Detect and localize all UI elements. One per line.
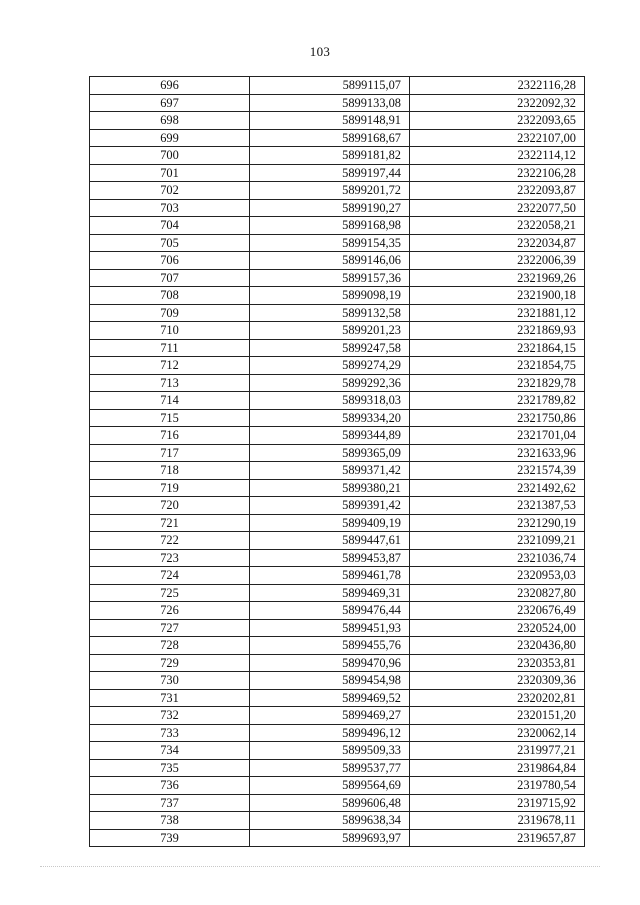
point-number-cell: 713 [90, 374, 250, 392]
point-number-cell: 705 [90, 234, 250, 252]
table-row [90, 129, 585, 147]
point-number-cell: 719 [90, 479, 250, 497]
point-number-cell: 739 [90, 829, 250, 847]
point-number-cell: 709 [90, 304, 250, 322]
x-coordinate-cell: 5899638,34 [250, 812, 410, 830]
y-coordinate-cell: 2321492,62 [410, 479, 585, 497]
point-number-cell: 716 [90, 427, 250, 445]
table-row [90, 147, 585, 165]
point-number-cell: 722 [90, 532, 250, 550]
y-coordinate-cell: 2321864,15 [410, 339, 585, 357]
point-number-cell: 730 [90, 672, 250, 690]
point-number-cell: 696 [90, 77, 250, 95]
table-row [90, 479, 585, 497]
table-row [90, 199, 585, 217]
table-row [90, 672, 585, 690]
y-coordinate-cell: 2321574,39 [410, 462, 585, 480]
point-number-cell: 729 [90, 654, 250, 672]
y-coordinate-cell: 2321633,96 [410, 444, 585, 462]
x-coordinate-cell: 5899344,89 [250, 427, 410, 445]
y-coordinate-cell: 2322107,00 [410, 129, 585, 147]
x-coordinate-cell: 5899292,36 [250, 374, 410, 392]
x-coordinate-cell: 5899148,91 [250, 112, 410, 130]
y-coordinate-cell: 2321701,04 [410, 427, 585, 445]
x-coordinate-cell: 5899318,03 [250, 392, 410, 410]
y-coordinate-cell: 2321750,86 [410, 409, 585, 427]
point-number-cell: 735 [90, 759, 250, 777]
table-row [90, 217, 585, 235]
y-coordinate-cell: 2319678,11 [410, 812, 585, 830]
point-number-cell: 733 [90, 724, 250, 742]
x-coordinate-cell: 5899133,08 [250, 94, 410, 112]
point-number-cell: 727 [90, 619, 250, 637]
x-coordinate-cell: 5899201,23 [250, 322, 410, 340]
table-row [90, 742, 585, 760]
point-number-cell: 725 [90, 584, 250, 602]
point-number-cell: 699 [90, 129, 250, 147]
point-number-cell: 703 [90, 199, 250, 217]
table-row [90, 269, 585, 287]
x-coordinate-cell: 5899509,33 [250, 742, 410, 760]
table-row [90, 304, 585, 322]
point-number-cell: 736 [90, 777, 250, 795]
point-number-cell: 702 [90, 182, 250, 200]
y-coordinate-cell: 2321829,78 [410, 374, 585, 392]
x-coordinate-cell: 5899247,58 [250, 339, 410, 357]
scan-artifact-line [40, 866, 600, 869]
table-row [90, 567, 585, 585]
y-coordinate-cell: 2322093,87 [410, 182, 585, 200]
table-row [90, 392, 585, 410]
point-number-cell: 718 [90, 462, 250, 480]
x-coordinate-cell: 5899496,12 [250, 724, 410, 742]
y-coordinate-cell: 2322058,21 [410, 217, 585, 235]
table-row [90, 77, 585, 95]
x-coordinate-cell: 5899451,93 [250, 619, 410, 637]
table-row [90, 444, 585, 462]
y-coordinate-cell: 2321290,19 [410, 514, 585, 532]
y-coordinate-cell: 2322106,28 [410, 164, 585, 182]
table-row [90, 374, 585, 392]
x-coordinate-cell: 5899454,98 [250, 672, 410, 690]
x-coordinate-cell: 5899157,36 [250, 269, 410, 287]
y-coordinate-cell: 2320953,03 [410, 567, 585, 585]
y-coordinate-cell: 2322034,87 [410, 234, 585, 252]
x-coordinate-cell: 5899365,09 [250, 444, 410, 462]
table-row [90, 462, 585, 480]
x-coordinate-cell: 5899098,19 [250, 287, 410, 305]
x-coordinate-cell: 5899168,98 [250, 217, 410, 235]
table-row [90, 112, 585, 130]
table-row [90, 602, 585, 620]
table-row [90, 829, 585, 847]
y-coordinate-cell: 2319780,54 [410, 777, 585, 795]
table-row [90, 759, 585, 777]
x-coordinate-cell: 5899371,42 [250, 462, 410, 480]
point-number-cell: 717 [90, 444, 250, 462]
x-coordinate-cell: 5899564,69 [250, 777, 410, 795]
x-coordinate-cell: 5899146,06 [250, 252, 410, 270]
y-coordinate-cell: 2319657,87 [410, 829, 585, 847]
point-number-cell: 723 [90, 549, 250, 567]
x-coordinate-cell: 5899391,42 [250, 497, 410, 515]
x-coordinate-cell: 5899693,97 [250, 829, 410, 847]
table-row [90, 252, 585, 270]
x-coordinate-cell: 5899197,44 [250, 164, 410, 182]
point-number-cell: 708 [90, 287, 250, 305]
table-row [90, 94, 585, 112]
x-coordinate-cell: 5899380,21 [250, 479, 410, 497]
point-number-cell: 714 [90, 392, 250, 410]
x-coordinate-cell: 5899168,67 [250, 129, 410, 147]
y-coordinate-cell: 2320353,81 [410, 654, 585, 672]
x-coordinate-cell: 5899453,87 [250, 549, 410, 567]
x-coordinate-cell: 5899409,19 [250, 514, 410, 532]
y-coordinate-cell: 2320436,80 [410, 637, 585, 655]
point-number-cell: 698 [90, 112, 250, 130]
y-coordinate-cell: 2319864,84 [410, 759, 585, 777]
x-coordinate-cell: 5899461,78 [250, 567, 410, 585]
table-row [90, 164, 585, 182]
table-row [90, 322, 585, 340]
y-coordinate-cell: 2322093,65 [410, 112, 585, 130]
y-coordinate-cell: 2320309,36 [410, 672, 585, 690]
y-coordinate-cell: 2321869,93 [410, 322, 585, 340]
x-coordinate-cell: 5899154,35 [250, 234, 410, 252]
x-coordinate-cell: 5899447,61 [250, 532, 410, 550]
point-number-cell: 704 [90, 217, 250, 235]
x-coordinate-cell: 5899469,27 [250, 707, 410, 725]
x-coordinate-cell: 5899469,31 [250, 584, 410, 602]
point-number-cell: 720 [90, 497, 250, 515]
coordinates-table-container [89, 76, 584, 847]
x-coordinate-cell: 5899334,20 [250, 409, 410, 427]
y-coordinate-cell: 2321900,18 [410, 287, 585, 305]
table-row [90, 427, 585, 445]
table-row [90, 777, 585, 795]
y-coordinate-cell: 2321854,75 [410, 357, 585, 375]
x-coordinate-cell: 5899274,29 [250, 357, 410, 375]
table-row [90, 654, 585, 672]
table-row [90, 339, 585, 357]
y-coordinate-cell: 2322077,50 [410, 199, 585, 217]
x-coordinate-cell: 5899606,48 [250, 794, 410, 812]
point-number-cell: 728 [90, 637, 250, 655]
y-coordinate-cell: 2322114,12 [410, 147, 585, 165]
point-number-cell: 737 [90, 794, 250, 812]
x-coordinate-cell: 5899132,58 [250, 304, 410, 322]
table-row [90, 409, 585, 427]
table-row [90, 287, 585, 305]
x-coordinate-cell: 5899201,72 [250, 182, 410, 200]
x-coordinate-cell: 5899190,27 [250, 199, 410, 217]
y-coordinate-cell: 2320151,20 [410, 707, 585, 725]
table-row [90, 637, 585, 655]
point-number-cell: 734 [90, 742, 250, 760]
y-coordinate-cell: 2321881,12 [410, 304, 585, 322]
point-number-cell: 726 [90, 602, 250, 620]
point-number-cell: 732 [90, 707, 250, 725]
y-coordinate-cell: 2320676,49 [410, 602, 585, 620]
point-number-cell: 697 [90, 94, 250, 112]
page-number: 103 [309, 44, 331, 59]
y-coordinate-cell: 2320827,80 [410, 584, 585, 602]
point-number-cell: 700 [90, 147, 250, 165]
table-row [90, 812, 585, 830]
point-number-cell: 710 [90, 322, 250, 340]
x-coordinate-cell: 5899476,44 [250, 602, 410, 620]
y-coordinate-cell: 2320524,00 [410, 619, 585, 637]
point-number-cell: 707 [90, 269, 250, 287]
y-coordinate-cell: 2319977,21 [410, 742, 585, 760]
point-number-cell: 706 [90, 252, 250, 270]
table-row [90, 182, 585, 200]
point-number-cell: 715 [90, 409, 250, 427]
y-coordinate-cell: 2321969,26 [410, 269, 585, 287]
x-coordinate-cell: 5899115,07 [250, 77, 410, 95]
y-coordinate-cell: 2321789,82 [410, 392, 585, 410]
table-row [90, 794, 585, 812]
y-coordinate-cell: 2319715,92 [410, 794, 585, 812]
coordinates-table [89, 76, 585, 847]
x-coordinate-cell: 5899181,82 [250, 147, 410, 165]
x-coordinate-cell: 5899455,76 [250, 637, 410, 655]
table-row [90, 619, 585, 637]
table-row [90, 357, 585, 375]
table-row [90, 497, 585, 515]
coordinates-table-body [90, 77, 585, 847]
x-coordinate-cell: 5899537,77 [250, 759, 410, 777]
table-row [90, 532, 585, 550]
y-coordinate-cell: 2320062,14 [410, 724, 585, 742]
y-coordinate-cell: 2322006,39 [410, 252, 585, 270]
table-row [90, 514, 585, 532]
point-number-cell: 701 [90, 164, 250, 182]
point-number-cell: 724 [90, 567, 250, 585]
y-coordinate-cell: 2320202,81 [410, 689, 585, 707]
y-coordinate-cell: 2322092,32 [410, 94, 585, 112]
table-row [90, 549, 585, 567]
y-coordinate-cell: 2321387,53 [410, 497, 585, 515]
point-number-cell: 721 [90, 514, 250, 532]
table-row [90, 724, 585, 742]
y-coordinate-cell: 2322116,28 [410, 77, 585, 95]
point-number-cell: 711 [90, 339, 250, 357]
x-coordinate-cell: 5899469,52 [250, 689, 410, 707]
y-coordinate-cell: 2321036,74 [410, 549, 585, 567]
y-coordinate-cell: 2321099,21 [410, 532, 585, 550]
table-row [90, 689, 585, 707]
table-row [90, 584, 585, 602]
point-number-cell: 731 [90, 689, 250, 707]
table-row [90, 707, 585, 725]
point-number-cell: 738 [90, 812, 250, 830]
x-coordinate-cell: 5899470,96 [250, 654, 410, 672]
table-row [90, 234, 585, 252]
point-number-cell: 712 [90, 357, 250, 375]
